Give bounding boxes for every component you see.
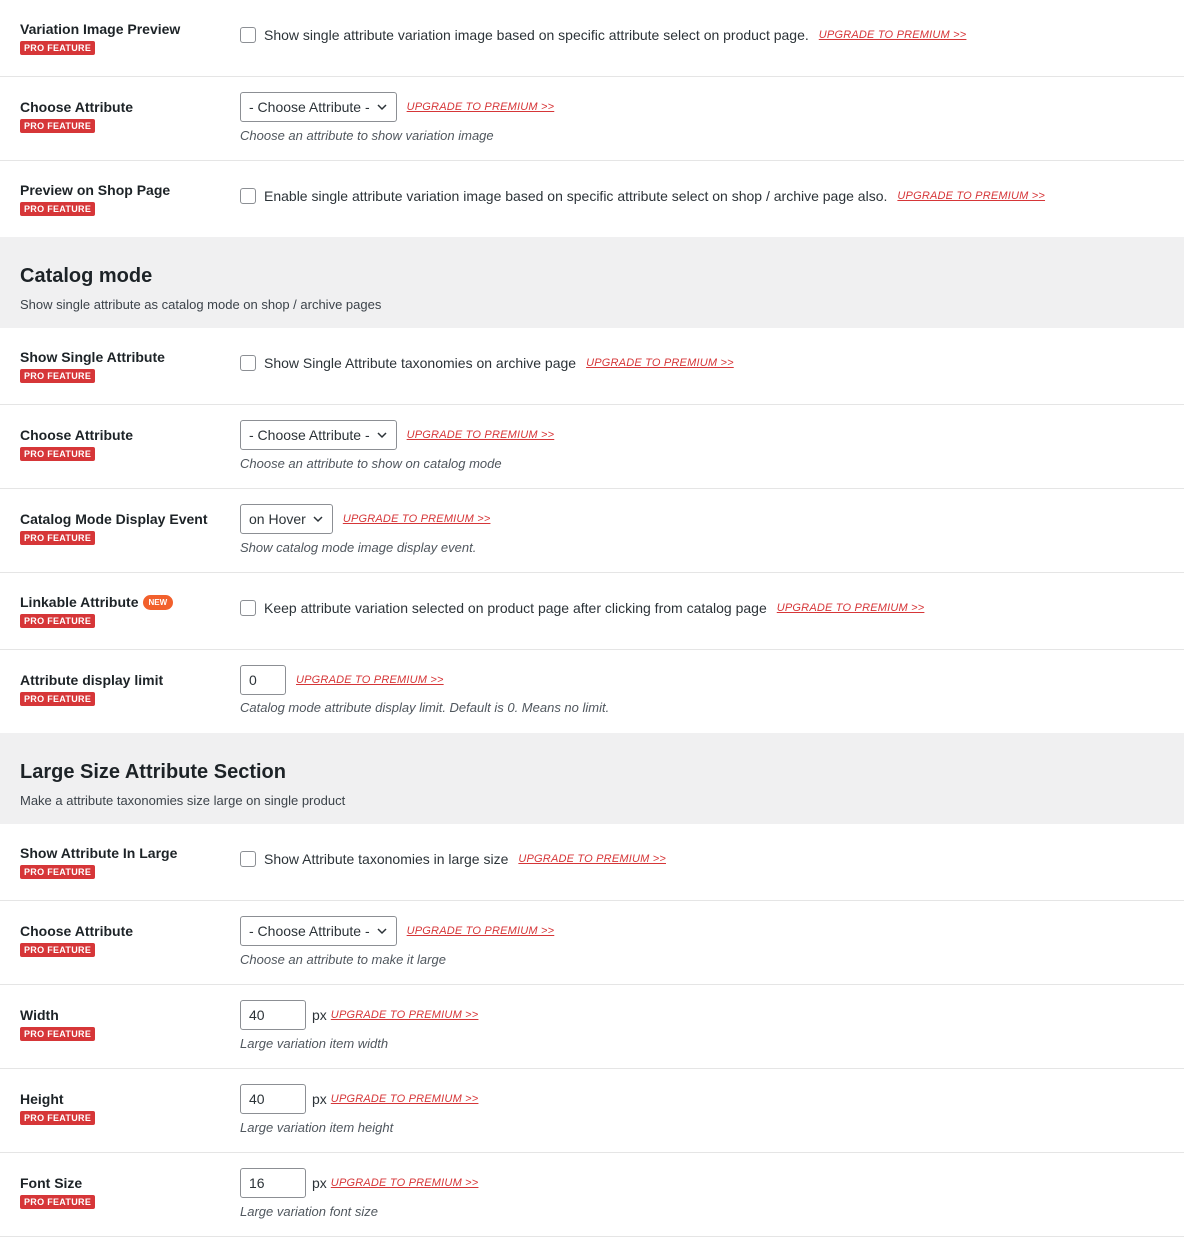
- upgrade-to-premium-link[interactable]: UPGRADE TO PREMIUM >>: [406, 429, 555, 441]
- choose-attribute-select[interactable]: [240, 916, 397, 946]
- setting-control: [240, 355, 734, 371]
- setting-control: [240, 504, 490, 534]
- pro-feature-badge: PRO FEATURE: [20, 692, 95, 706]
- setting-control: [240, 665, 444, 695]
- setting-control: [240, 916, 554, 946]
- upgrade-to-premium-link[interactable]: UPGRADE TO PREMIUM >>: [518, 853, 666, 865]
- font-size-input[interactable]: [240, 1168, 306, 1198]
- setting-row-width: [0, 985, 1184, 1069]
- select-value: - Choose Attribute -: [249, 99, 370, 115]
- height-input[interactable]: [240, 1084, 306, 1114]
- setting-row-catalog-display-event: [0, 489, 1184, 573]
- chevron-down-icon: [376, 429, 388, 441]
- chevron-down-icon: [376, 925, 388, 937]
- checkbox-label: Keep attribute variation selected on product page after clicking from catalog page: [264, 600, 767, 616]
- px-unit-label: px: [312, 1007, 327, 1023]
- checkbox-label: Show single attribute variation image based on specific attribute select on product page.: [264, 27, 809, 43]
- upgrade-to-premium-link[interactable]: UPGRADE TO PREMIUM >>: [342, 513, 491, 525]
- upgrade-to-premium-link[interactable]: UPGRADE TO PREMIUM >>: [330, 1093, 479, 1105]
- upgrade-to-premium-link[interactable]: UPGRADE TO PREMIUM >>: [776, 602, 925, 614]
- select-value: - Choose Attribute -: [249, 923, 370, 939]
- setting-label-text: Linkable Attribute: [20, 594, 139, 610]
- setting-label: Attribute display limit: [20, 672, 164, 688]
- setting-control: [240, 420, 554, 450]
- upgrade-to-premium-link[interactable]: UPGRADE TO PREMIUM >>: [818, 29, 967, 41]
- setting-row-height: [0, 1069, 1184, 1153]
- pro-feature-badge: PRO FEATURE: [20, 1195, 95, 1209]
- checkbox-label: Show Single Attribute taxonomies on archive page: [264, 355, 577, 371]
- input-value: 40: [249, 1007, 265, 1023]
- setting-label: Choose Attribute: [20, 427, 134, 443]
- show-attribute-large-checkbox[interactable]: [240, 851, 256, 867]
- setting-description: Show catalog mode image display event.: [240, 540, 477, 555]
- upgrade-to-premium-link[interactable]: UPGRADE TO PREMIUM >>: [406, 925, 555, 937]
- pro-feature-badge: PRO FEATURE: [20, 41, 95, 55]
- pro-feature-badge: PRO FEATURE: [20, 531, 95, 545]
- setting-label: Choose Attribute: [20, 923, 134, 939]
- checkbox-label: Enable single attribute variation image based on specific attribute select on shop / archive page also.: [264, 188, 888, 204]
- setting-label: Preview on Shop Page: [20, 182, 171, 198]
- pro-feature-badge: PRO FEATURE: [20, 1111, 95, 1125]
- upgrade-to-premium-link[interactable]: UPGRADE TO PREMIUM >>: [586, 357, 734, 369]
- setting-row-choose-attribute-variation: [0, 77, 1184, 161]
- chevron-down-icon: [376, 101, 388, 113]
- setting-label: Width: [20, 1007, 59, 1023]
- upgrade-to-premium-link[interactable]: UPGRADE TO PREMIUM >>: [897, 190, 1046, 202]
- setting-control: [240, 92, 554, 122]
- setting-control: [240, 27, 966, 43]
- input-value: 40: [249, 1091, 265, 1107]
- upgrade-to-premium-link[interactable]: UPGRADE TO PREMIUM >>: [296, 674, 444, 686]
- setting-row-font-size: [0, 1153, 1184, 1237]
- setting-label: Choose Attribute: [20, 99, 134, 115]
- section-subtitle: Make a attribute taxonomies size large on single product: [20, 793, 346, 808]
- setting-description: Large variation item height: [240, 1120, 394, 1135]
- width-input[interactable]: [240, 1000, 306, 1030]
- setting-row-choose-attribute-catalog: [0, 405, 1184, 489]
- setting-row-linkable-attribute: [0, 573, 1184, 650]
- pro-feature-badge: PRO FEATURE: [20, 614, 95, 628]
- setting-row-choose-attribute-large: [0, 901, 1184, 985]
- upgrade-to-premium-link[interactable]: UPGRADE TO PREMIUM >>: [330, 1009, 479, 1021]
- input-value: 16: [249, 1175, 265, 1191]
- px-unit-label: px: [312, 1091, 327, 1107]
- section-title: Large Size Attribute Section: [20, 761, 286, 783]
- setting-description: Choose an attribute to show on catalog mode: [240, 456, 502, 471]
- input-value: 0: [249, 672, 257, 688]
- section-header-catalog-mode: [0, 237, 1184, 328]
- checkbox-label: Show Attribute taxonomies in large size: [264, 851, 509, 867]
- chevron-down-icon: [312, 513, 324, 525]
- setting-label: Height: [20, 1091, 64, 1107]
- pro-feature-badge: PRO FEATURE: [20, 865, 95, 879]
- pro-feature-badge: PRO FEATURE: [20, 943, 95, 957]
- setting-row-variation-image-preview: [0, 0, 1184, 77]
- choose-attribute-select[interactable]: [240, 420, 397, 450]
- setting-control: [240, 600, 924, 616]
- setting-description: Choose an attribute to make it large: [240, 952, 446, 967]
- select-value: on Hover: [249, 511, 306, 527]
- display-event-select[interactable]: [240, 504, 333, 534]
- setting-description: Catalog mode attribute display limit. Default is 0. Means no limit.: [240, 700, 610, 715]
- setting-row-preview-shop-page: [0, 161, 1184, 237]
- setting-control: [240, 1084, 478, 1114]
- setting-label: Variation Image Preview: [20, 21, 181, 37]
- setting-control: [240, 1168, 478, 1198]
- setting-control: [240, 1000, 478, 1030]
- variation-image-preview-checkbox[interactable]: [240, 27, 256, 43]
- setting-row-show-attribute-large: [0, 824, 1184, 901]
- section-header-large-size: [0, 733, 1184, 824]
- setting-label: Catalog Mode Display Event: [20, 511, 208, 527]
- preview-shop-page-checkbox[interactable]: [240, 188, 256, 204]
- setting-row-show-single-attribute: [0, 328, 1184, 405]
- setting-description: Large variation item width: [240, 1036, 389, 1051]
- pro-feature-badge: PRO FEATURE: [20, 119, 95, 133]
- pro-feature-badge: PRO FEATURE: [20, 369, 95, 383]
- setting-row-attribute-display-limit: [0, 650, 1184, 733]
- pro-feature-badge: PRO FEATURE: [20, 1027, 95, 1041]
- upgrade-to-premium-link[interactable]: UPGRADE TO PREMIUM >>: [330, 1177, 479, 1189]
- choose-attribute-select[interactable]: [240, 92, 397, 122]
- linkable-attribute-checkbox[interactable]: [240, 600, 256, 616]
- setting-label: Show Single Attribute: [20, 349, 165, 365]
- display-limit-input[interactable]: [240, 665, 286, 695]
- px-unit-label: px: [312, 1175, 327, 1191]
- setting-label: Show Attribute In Large: [20, 845, 178, 861]
- setting-description: Choose an attribute to show variation image: [240, 128, 494, 143]
- select-value: - Choose Attribute -: [249, 427, 370, 443]
- new-badge: NEW: [143, 595, 174, 610]
- section-title: Catalog mode: [20, 265, 153, 287]
- pro-feature-badge: PRO FEATURE: [20, 202, 95, 216]
- section-subtitle: Show single attribute as catalog mode on shop / archive pages: [20, 297, 382, 312]
- setting-label: [20, 594, 173, 610]
- setting-control: [240, 851, 666, 867]
- show-single-attribute-checkbox[interactable]: [240, 355, 256, 371]
- upgrade-to-premium-link[interactable]: UPGRADE TO PREMIUM >>: [406, 101, 555, 113]
- setting-label: Font Size: [20, 1175, 83, 1191]
- setting-control: [240, 188, 1045, 204]
- pro-feature-badge: PRO FEATURE: [20, 447, 95, 461]
- setting-description: Large variation font size: [240, 1204, 379, 1219]
